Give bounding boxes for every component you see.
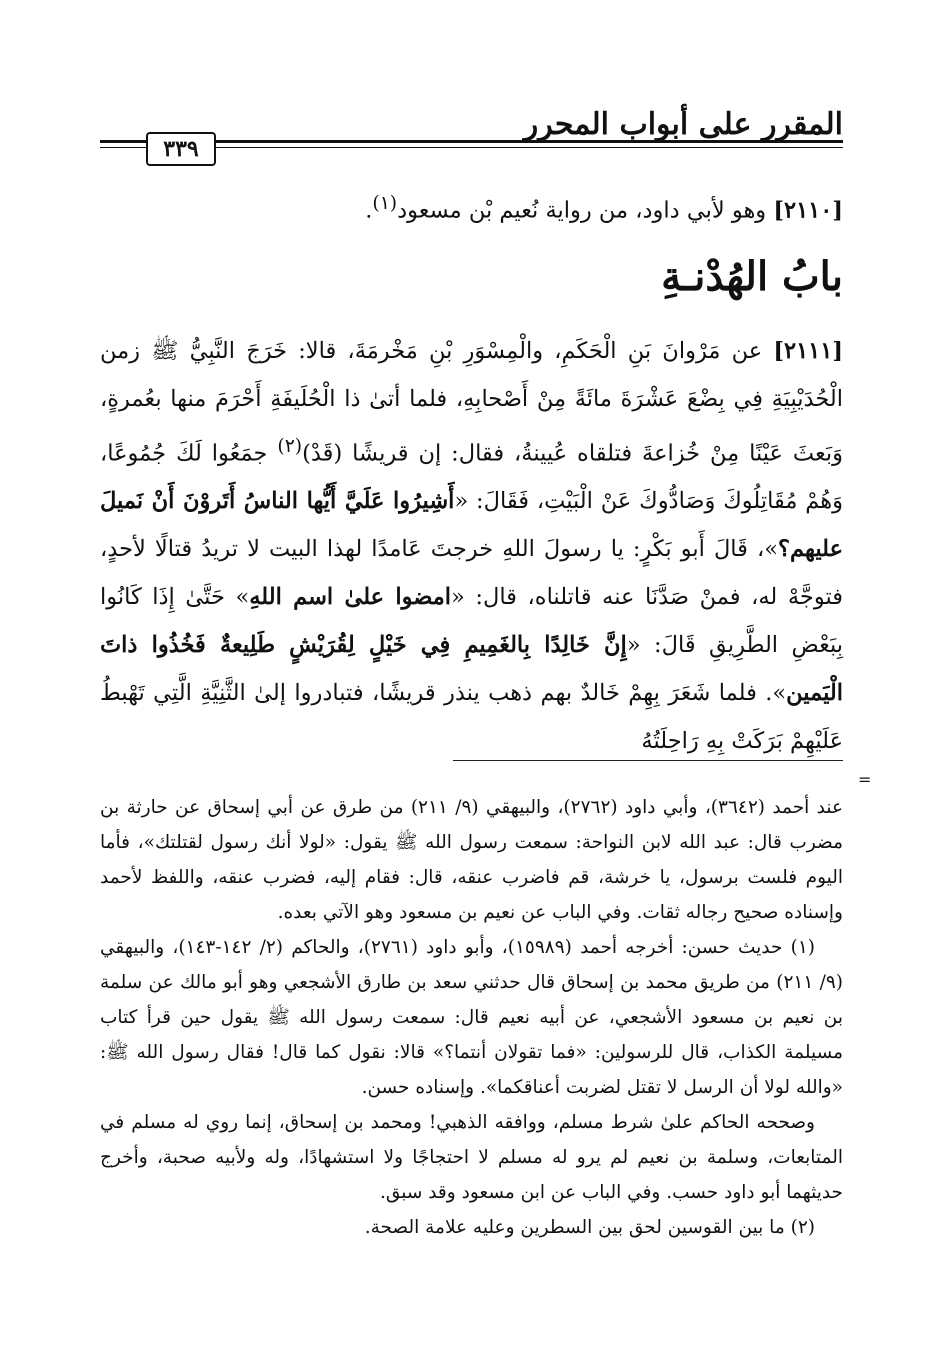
footnote-1: (١) حديث حسن: أخرجه أحمد (١٥٩٨٩)، وأبو داود (٢٧٦١)، والحاكم (٢/ ١٤٢-١٤٣)، والبيهقي (٩/ ٢١١) من طريق محمد بن إسحاق قال حدثني سعد بن طارق الأشجعي وهو أبو مالك عن سلمة بن نعيم بن مسعود الأشجعي، عن أبيه نعيم قال: سمعت رسول الله ﷺ يقول حين قرأ كتاب مسيلمة الكذاب، قال للرسولين: «فما تقولان أنتما؟» قالا: نقول كما قال! فقال رسول الله ﷺ: «والله لولا أن الرسل لا تقتل لضربت أعناقكما». وإسناده حسن. — [100, 937, 843, 1098]
footnote-ref: (٢) — [277, 435, 303, 457]
prophetic-speech: امضوا علىٰ اسم اللهِ — [249, 584, 452, 610]
footnote-ref: (١) — [372, 193, 398, 214]
hadith-number: [٢١١٠] — [773, 197, 843, 224]
hadith-text: »، قَالَ أَبو بَكْرٍ: يا رسولَ اللهِ خرجتَ عَامدًا لهذا البيت لا تريدُ قتالًا لأحدٍ، فتوجَّهْ له، فمنْ صَدَّنَا عنه قاتلناه، قال: « — [100, 536, 844, 610]
hadith-text: عن مَرْوانَ بَنِ الْحَكَمِ، والْمِسْوَرِ بْنِ مَخْرمَةَ، قالا: خَرَجَ النَّبِيُّ ﷺ زمن الْحُدَيْبِيَةِ فِي بِضْعَ عَشْرَةَ مائَةً مِنْ أَصْحابِهِ، فلما أتىٰ ذا الْحُلَيفَةِ أَحْرَمَ منها بعُمرةٍ، وَبَعثَ عَيْنًا مِنْ خُزاعةَ فتلقاه عُيينةُ، فقال: إن قريشًا (قَدْ) — [100, 337, 843, 466]
hadith-text: وهو لأبي داود، من رواية نُعيم بْن مسعود — [397, 197, 767, 224]
main-text — [100, 180, 843, 765]
chapter-title: بابُ الهُدْنـةِ — [661, 252, 843, 300]
footnotes — [100, 790, 843, 1245]
footnote-2: (٢) ما بين القوسين لحق بين السطرين وعليه علامة الصحة. — [364, 1217, 815, 1238]
footnote-separator — [453, 760, 843, 761]
hadith-2110 — [100, 180, 843, 235]
hadith-text: جمَعُوا لَكَ جُمُوعًا، وَهُمْ مُقَاتِلُوكَ وَصَادُّوكَ عَنْ الْبَيْتِ، فَقَالَ: « — [100, 440, 843, 514]
footnote-continuation-mark: = — [858, 770, 872, 789]
page-number: ٣٣٩ — [146, 132, 216, 166]
hadith-text-end: . — [365, 197, 373, 224]
prophetic-speech: إِنَّ خَالِدًا بِالغَمِيمِ فِي خَيْلٍ لِقُرَيْشٍ طَلِيعةٌ فَخُذُوا ذاتَ الْيَمين — [100, 632, 843, 706]
hadith-2111 — [100, 327, 843, 766]
hadith-number: [٢١١١] — [773, 337, 843, 364]
hadith-text: » حَتَّىٰ إِذَا كَانُوا بِبَعْضِ الطَّرِيقِ قَالَ: « — [100, 584, 843, 658]
running-title: المقرر على أبواب المحرر — [523, 107, 843, 142]
footnote-continued: عند أحمد (٣٦٤٢)، وأبي داود (٢٧٦٢)، والبيهقي (٩/ ٢١١) من طرق عن أبي إسحاق عن حارثة بن مضرب قال: عبد الله لابن النواحة: سمعت رسول الله ﷺ يقول: «لولا أنك رسول لقتلتك»، فأما اليوم فلست برسول، يا خرشة، قم فاضرب عنقه، قال: فقام إليه، فضرب عنقه، واللفظ لأحمد وإسناده صحيح رجاله ثقات. وفي الباب عن نعيم بن مسعود وهو الآتي بعده. — [100, 797, 843, 923]
prophetic-speech: أَشِيرُوا عَلَيَّ أَيُّها الناسُ أَتَروْنَ أَنْ نَميلَ عليهم؟ — [100, 488, 843, 562]
footnote-1-continued: وصححه الحاكم علىٰ شرط مسلم، ووافقه الذهبي! ومحمد بن إسحاق، إنما روي له مسلم في المتابعات، وسلمة بن نعيم لم يرو له مسلم لا احتجاجًا ولا استشهادًا، وله ولأبيه صحبة، وأخرج حديثهما أبو داود حسب. وفي الباب عن ابن مسعود وقد سبق. — [100, 1112, 843, 1203]
hadith-text: ». فلما شَعَرَ بِهِمْ خَالدٌ بهم ذهب ينذر قريشًا، فتبادروا إلىٰ الثَّنِيَّةِ الَّتِي تَهْبطُ عَلَيْهِمْ بَرَكَتْ بِهِ رَاحِلَتُهُ — [100, 680, 843, 754]
